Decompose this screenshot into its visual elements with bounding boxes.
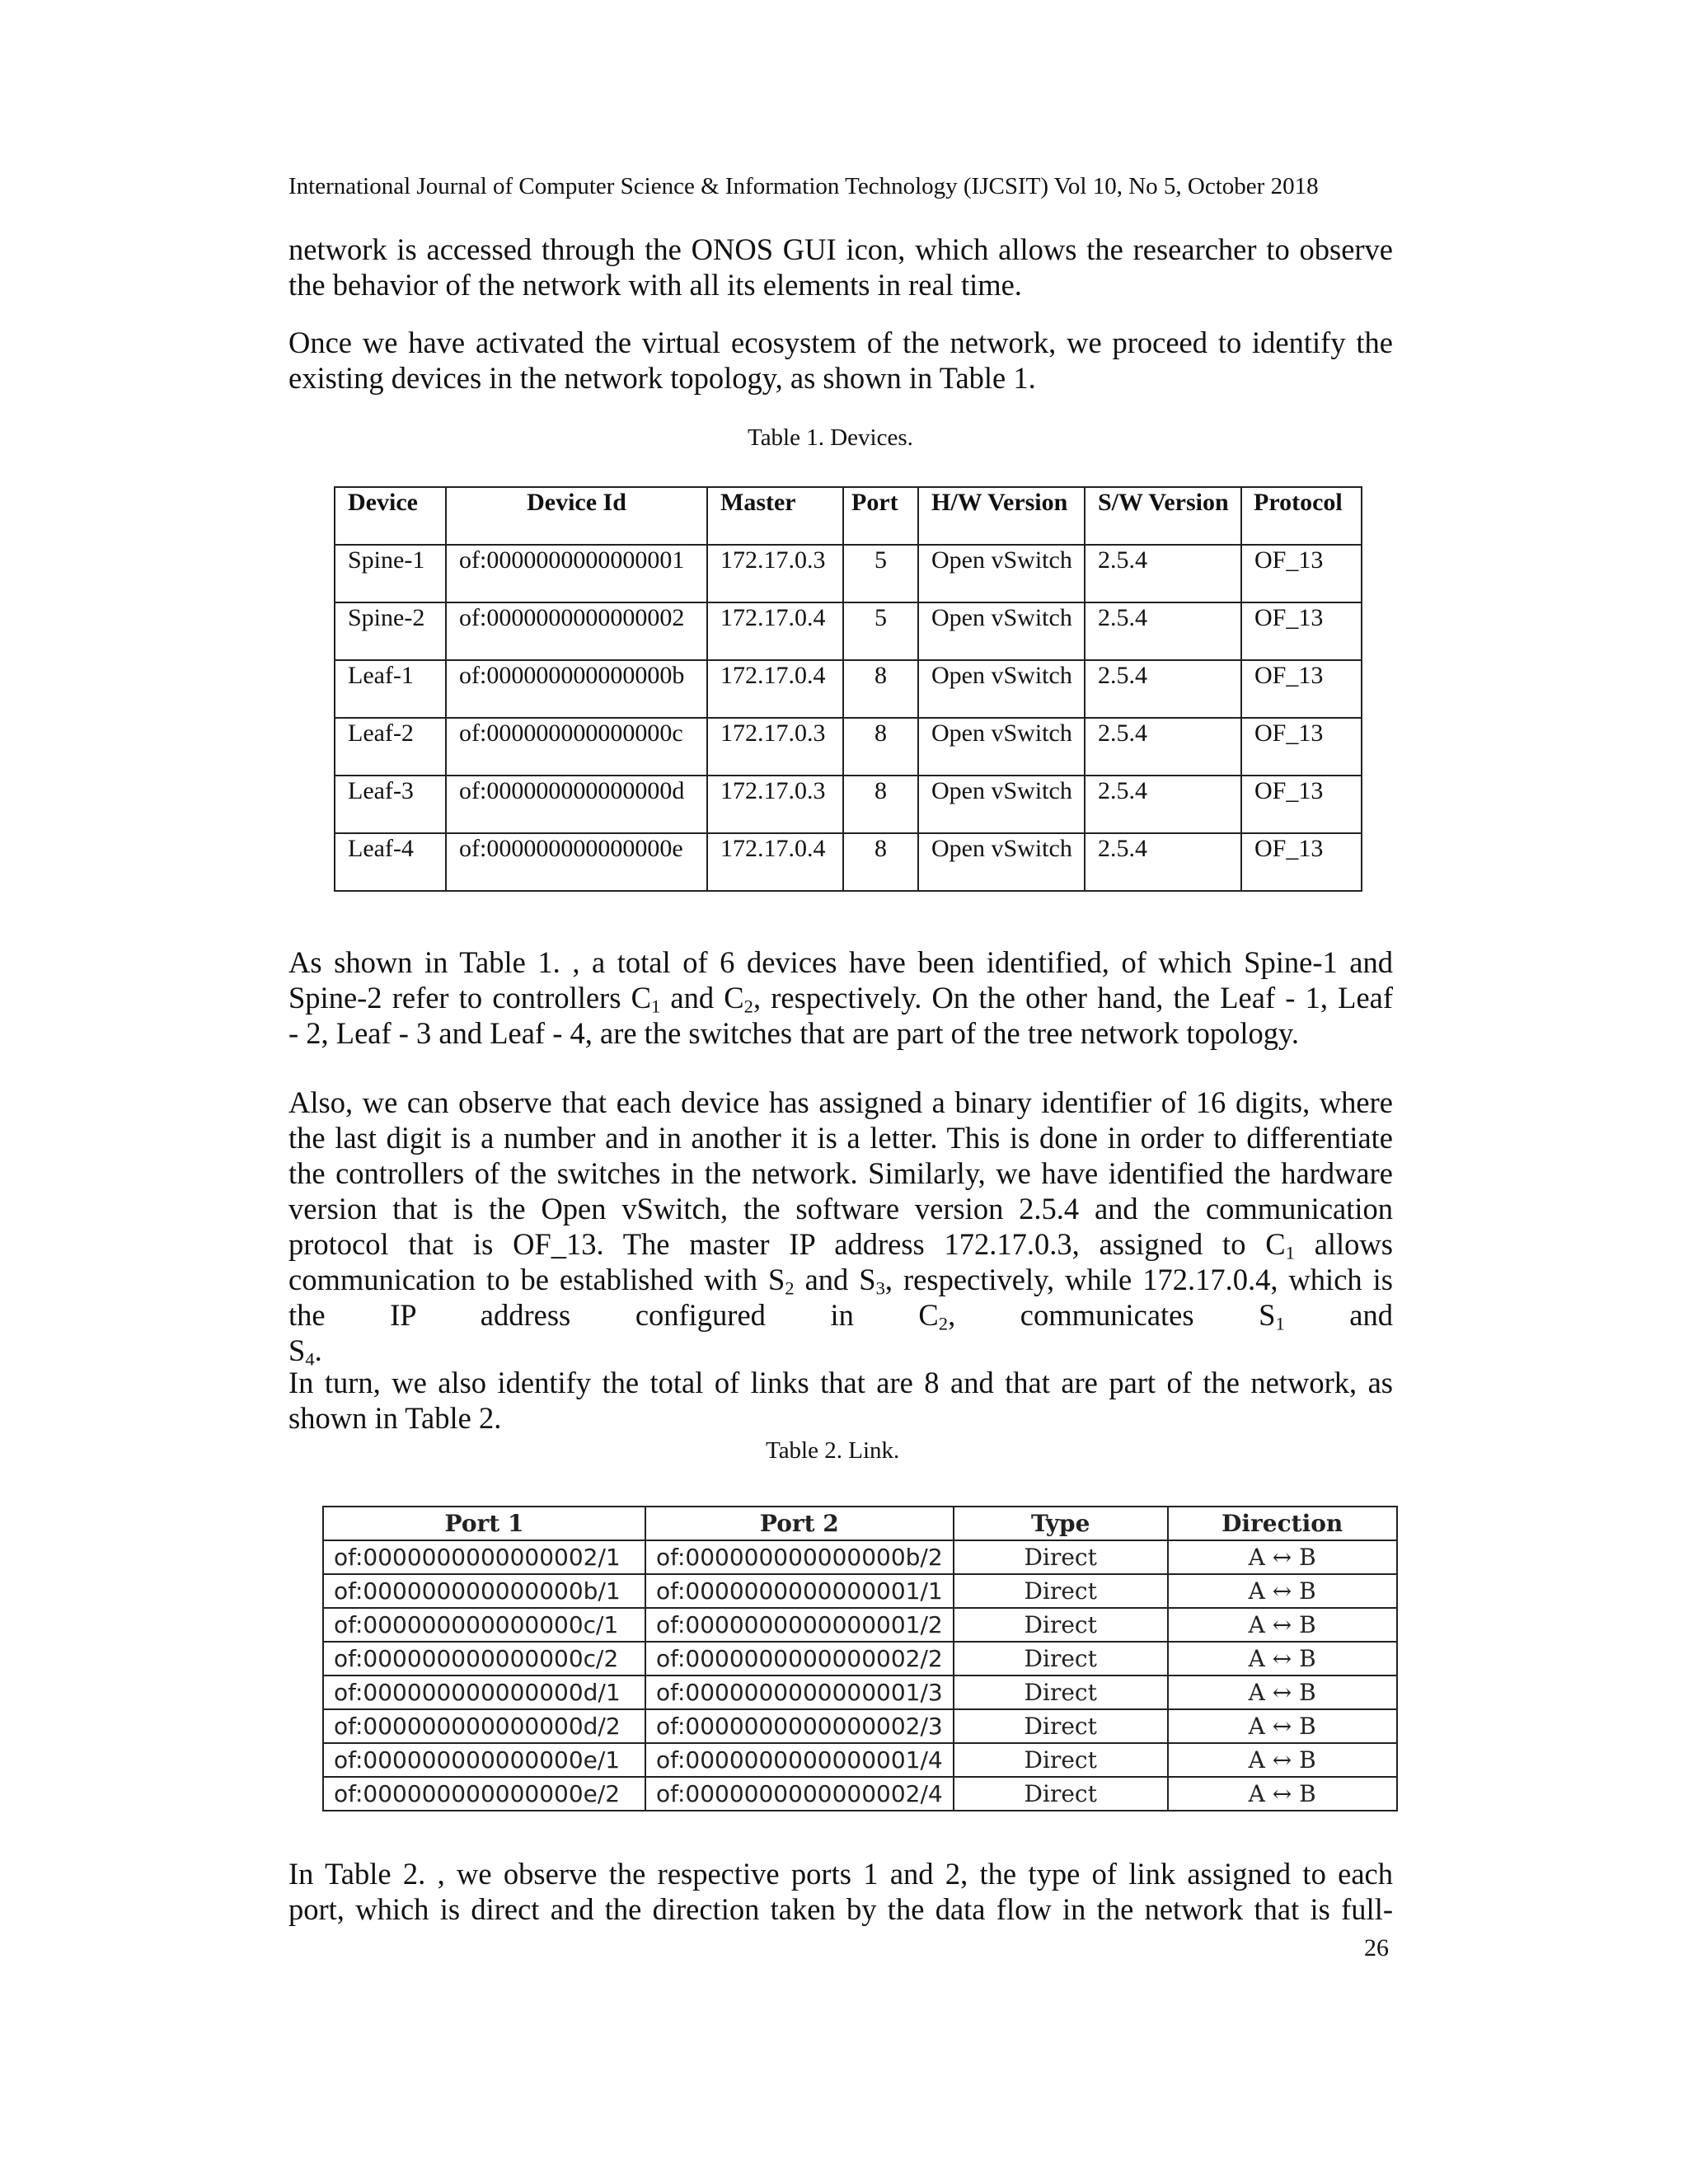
paragraph-5: In turn, we also identify the total of links that are 8 and that are part of the network, as shown in Table 2.: [288, 1366, 1393, 1435]
table-cell: OF_13: [1241, 545, 1362, 602]
paragraph-1: network is accessed through the ONOS GUI icon, which allows the researcher to observe the behavior of the network with all its elements in real time.: [288, 232, 1393, 302]
col-header-device-id: Device Id: [446, 487, 707, 545]
table-row: [335, 833, 1362, 891]
table-row: [323, 1642, 1397, 1675]
table-cell: Spine-2: [335, 602, 446, 660]
table-cell: Direct: [954, 1642, 1168, 1675]
table-cell: of:000000000000000e: [446, 833, 707, 891]
table-cell: 8: [843, 660, 918, 718]
table-cell: Direct: [954, 1743, 1168, 1777]
table-row: [323, 1777, 1397, 1811]
table-cell: of:000000000000000c/2: [323, 1642, 645, 1675]
table-row: [335, 718, 1362, 776]
col-header-master: Master: [707, 487, 843, 545]
table-cell: A ↔ B: [1168, 1608, 1397, 1642]
table-cell: Leaf-3: [335, 776, 446, 833]
table-cell: A ↔ B: [1168, 1642, 1397, 1675]
table-cell: Open vSwitch: [918, 660, 1085, 718]
table-cell: of:000000000000000b/1: [323, 1574, 645, 1608]
table-cell: 172.17.0.3: [707, 718, 843, 776]
table-cell: Direct: [954, 1574, 1168, 1608]
table-cell: Open vSwitch: [918, 718, 1085, 776]
table-cell: Leaf-4: [335, 833, 446, 891]
table-row: [323, 1743, 1397, 1777]
table-cell: of:0000000000000002/1: [323, 1540, 645, 1574]
table-row: [323, 1574, 1397, 1608]
devices-table: [334, 486, 1362, 892]
table-cell: 2.5.4: [1085, 545, 1241, 602]
table2-caption: Table 2. Link.: [766, 1437, 900, 1464]
table-cell: of:000000000000000e/1: [323, 1743, 645, 1777]
table-cell: of:000000000000000b/2: [645, 1540, 954, 1574]
table-cell: of:0000000000000001/2: [645, 1608, 954, 1642]
table-cell: Direct: [954, 1675, 1168, 1709]
table-cell: A ↔ B: [1168, 1777, 1397, 1811]
table-cell: Open vSwitch: [918, 545, 1085, 602]
table-cell: 2.5.4: [1085, 776, 1241, 833]
table-cell: of:0000000000000002/3: [645, 1709, 954, 1743]
table-cell: 5: [843, 545, 918, 602]
table-row: [323, 1675, 1397, 1709]
table-cell: Spine-1: [335, 545, 446, 602]
table-cell: Leaf-1: [335, 660, 446, 718]
col-header-port-2: Port 2: [645, 1507, 954, 1540]
page-number: 26: [1364, 1934, 1389, 1961]
table-cell: of:000000000000000c/1: [323, 1608, 645, 1642]
table-cell: of:0000000000000001/3: [645, 1675, 954, 1709]
table-cell: 172.17.0.3: [707, 545, 843, 602]
table-cell: of:000000000000000d/1: [323, 1675, 645, 1709]
table-cell: 172.17.0.3: [707, 776, 843, 833]
table-cell: 8: [843, 718, 918, 776]
table-cell: 172.17.0.4: [707, 660, 843, 718]
table-cell: of:0000000000000002/4: [645, 1777, 954, 1811]
table-cell: Open vSwitch: [918, 602, 1085, 660]
table-cell: Open vSwitch: [918, 833, 1085, 891]
table-cell: 172.17.0.4: [707, 602, 843, 660]
table-row: [335, 545, 1362, 602]
table-row: [323, 1540, 1397, 1574]
table-row: [335, 602, 1362, 660]
table-cell: 2.5.4: [1085, 660, 1241, 718]
col-header-hw-version: H/W Version: [918, 487, 1085, 545]
table-cell: Direct: [954, 1540, 1168, 1574]
table-row: [323, 1709, 1397, 1743]
table-cell: of:000000000000000c: [446, 718, 707, 776]
table-cell: of:0000000000000001: [446, 545, 707, 602]
table-cell: of:0000000000000001/4: [645, 1743, 954, 1777]
table-cell: Leaf-2: [335, 718, 446, 776]
table-cell: 172.17.0.4: [707, 833, 843, 891]
table-row: [323, 1608, 1397, 1642]
table-cell: OF_13: [1241, 833, 1362, 891]
table-cell: 2.5.4: [1085, 718, 1241, 776]
table-cell: of:000000000000000d: [446, 776, 707, 833]
table-cell: A ↔ B: [1168, 1675, 1397, 1709]
table-cell: 2.5.4: [1085, 833, 1241, 891]
table-cell: 8: [843, 833, 918, 891]
col-header-protocol: Protocol: [1241, 487, 1362, 545]
table-cell: A ↔ B: [1168, 1743, 1397, 1777]
table-cell: 2.5.4: [1085, 602, 1241, 660]
table-cell: OF_13: [1241, 718, 1362, 776]
table-cell: 8: [843, 776, 918, 833]
paragraph-2: Once we have activated the virtual ecosystem of the network, we proceed to identify the existing devices in the network topology, as shown in Table 1.: [288, 326, 1393, 395]
table-cell: of:000000000000000b: [446, 660, 707, 718]
table-cell: Direct: [954, 1709, 1168, 1743]
table-cell: A ↔ B: [1168, 1540, 1397, 1574]
col-header-port-1: Port 1: [323, 1507, 645, 1540]
links-table: [322, 1506, 1398, 1811]
table-cell: OF_13: [1241, 602, 1362, 660]
table-cell: of:000000000000000d/2: [323, 1709, 645, 1743]
col-header-device: Device: [335, 487, 446, 545]
table-cell: A ↔ B: [1168, 1574, 1397, 1608]
paragraph-3: As shown in Table 1. , a total of 6 devices have been identified, of which Spine-1 and Spine-2 refer to controllers $C_1$ and $C_2$, respectively. On the other hand, the Leaf - 1, Leaf - 2, Leaf - 3 and Leaf - 4, are the switches that are part of the tree network topology.: [288, 945, 1394, 1050]
table1-caption: Table 1. Devices.: [748, 424, 913, 451]
table-cell: Direct: [954, 1777, 1168, 1811]
table-cell: 5: [843, 602, 918, 660]
col-header-type: Type: [954, 1507, 1168, 1540]
table-cell: OF_13: [1241, 660, 1362, 718]
table-cell: A ↔ B: [1168, 1709, 1397, 1743]
col-header-sw-version: S/W Version: [1085, 487, 1241, 545]
col-header-port: Port: [843, 487, 918, 545]
table-cell: of:0000000000000001/1: [645, 1574, 954, 1608]
table-header-row: [323, 1507, 1397, 1540]
table-header-row: [335, 487, 1362, 545]
col-header-direction: Direction: [1168, 1507, 1397, 1540]
table-cell: of:0000000000000002: [446, 602, 707, 660]
paragraph-4: Also, we can observe that each device has assigned a binary identifier of 16 digits, where the last digit is a number and in another it is a letter. This is done in order to differentiate the controllers of the switches in the network. Similarly, we have identified the hardware version that is the Open vSwitch, the software version 2.5.4 and the communication protocol that is OF_13. The master IP address 172.17.0.3, assigned to $C_1$ allows communication to be established with $S_2$ and $S_3$, respectively, while 172.17.0.4, which is the IP address configured in $C_2$, communicates $S_1$ and $S_4$.: [288, 1085, 1394, 1370]
table-row: [335, 776, 1362, 833]
table-cell: of:0000000000000002/2: [645, 1642, 954, 1675]
paragraph-6: In Table 2. , we observe the respective ports 1 and 2, the type of link assigned to each port, which is direct and the direction taken by the data flow in the network that is full-: [288, 1857, 1393, 1926]
table-cell: OF_13: [1241, 776, 1362, 833]
table-cell: Direct: [954, 1608, 1168, 1642]
table-cell: of:000000000000000e/2: [323, 1777, 645, 1811]
table-cell: Open vSwitch: [918, 776, 1085, 833]
running-header: International Journal of Computer Science & Information Technology (IJCSIT) Vol 10, No 5, October 2018: [288, 173, 1319, 199]
table-row: [335, 660, 1362, 718]
